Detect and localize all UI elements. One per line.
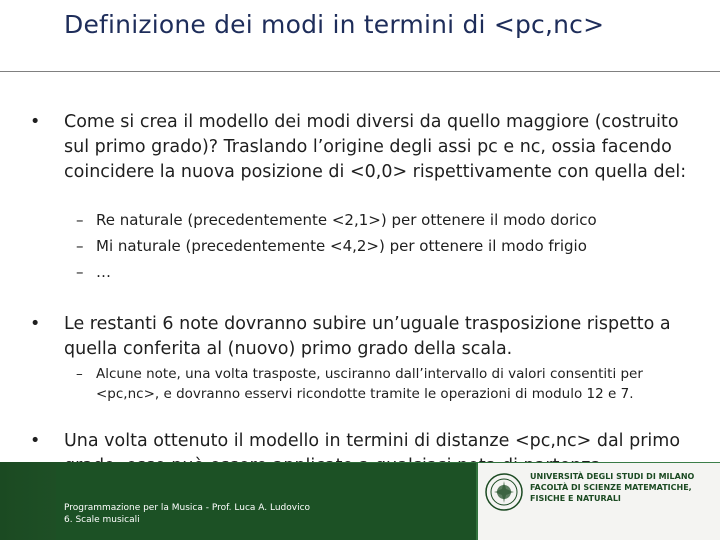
dash-marker: – — [76, 211, 84, 229]
bullet-1-text: Come si crea il modello dei modi diversi da quello maggiore (costruito sul primo grado)? Traslando l’origine degli assi pc e nc, ossia facendo coincidere la nuova posizione di <0,0> rispettivamente con quella del: — [64, 112, 687, 182]
title-divider — [0, 71, 720, 72]
sub-note-text: Alcune note, una volta trasposte, usciranno dall’intervallo di valori consentiti per <pc,nc>, e dovranno esservi ricondotte tramite le operazioni di modulo 12 e 7. — [96, 366, 643, 402]
bullet-marker: • — [30, 431, 41, 451]
bullet-3-text: Una volta ottenuto il modello in termini di distanze <pc,nc> dal primo — [64, 431, 681, 451]
bullet-2-text: Le restanti 6 note dovranno subire un’uguale trasposizione rispetto a quella conferita al (nuovo) primo grado della scala. — [64, 314, 671, 359]
footer-text — [64, 502, 310, 526]
course-name: Programmazione per la Musica - Prof. Luca A. Ludovico — [64, 503, 311, 513]
slide-title: Definizione dei modi in termini di <pc,nc> — [64, 10, 605, 39]
lesson-name: 6. Scale musicali — [64, 515, 140, 525]
dash-marker: – — [76, 366, 83, 382]
dash-marker: – — [76, 263, 84, 281]
sub-bullet-2-text: Mi naturale (precedentemente <4,2>) per ottenere il modo frigio — [96, 237, 587, 255]
university-name: UNIVERSITÀ DEGLI STUDI DI MILANO FACOLTÀ DI SCIENZE MATEMATICHE, FISICHE E NATURALI — [530, 472, 695, 503]
sub-bullet-1-text: Re naturale (precedentemente <2,1>) per ottenere il modo dorico — [96, 211, 597, 229]
dash-marker: – — [76, 237, 84, 255]
bullet-marker: • — [30, 112, 41, 132]
sub-bullet-3-text: … — [96, 263, 111, 281]
university-seal-icon — [484, 472, 524, 512]
bullet-marker: • — [30, 314, 41, 334]
